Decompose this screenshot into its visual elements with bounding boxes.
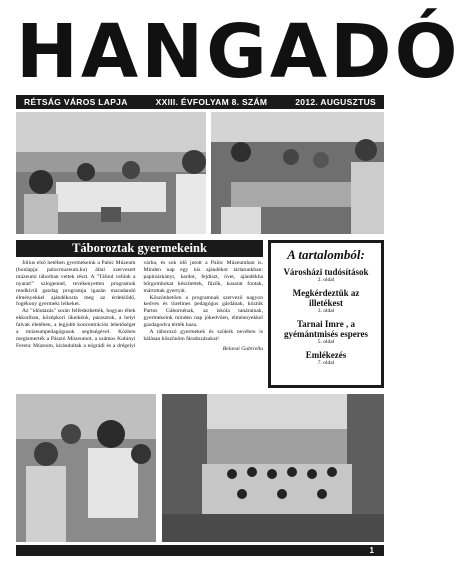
toc-item-page: 5. oldal	[317, 339, 335, 345]
toc-item-title: Tarnai Imre , a gyémántmisés esperes	[283, 319, 369, 339]
toc-item-title: Városházi tudósítások	[283, 267, 369, 277]
article-paragraph: Július első hetében gyermekeink a Palóc Múzeum (honlapja: palocmuzeum.hu) által szervezett múzeumi táborban vettek részt. A "Tálind velünk a nyarat!" szlogennel, tevékenyetten programok rendkívül gazdag programja igazán maradandó élményekkel ajándékozta meg az érdeklődő, fogékony gyermeki lelkeket.	[16, 260, 136, 308]
article-paragraph: Köszönhetően a programnak szervező nagyon kedves és türelmes pedagógus gárdának, köztük Partos Gábornénak, az iskola tanárainak, gyermekeink minden nap jókedvűen, élménnyekkel gazdagodva térték haza.	[143, 294, 263, 329]
article-paragraph: Az "időutazás" során felfedezhették, hogyan éltek ekkoriban, középkori ükeikénk, parasztok, a helyi falvak életében, a legjobb koncentrációs lehetőséget a múzeumpedagógusok segítségével. Közben megismerték a Pásztó Múzeumot, a számos Kubinyi Ferenc Múzeum, kirándultak a nógrádi és a drégelyi várba, és sok idő jutott a Palóc Múzeumban is. Minden nap egy kis ajándékot tárlatunkban: papírsárkányt, kardot, fejdíszt, övet, ajándékba bőrgombokat készítettek, fűzők, kosarat fontak, mártottak gyertyát.	[16, 260, 263, 349]
photo-children-group-closeup	[16, 394, 156, 542]
photo-children-crafts	[16, 112, 206, 234]
article-signature: Belavai Gabriella	[222, 345, 263, 352]
toc-item[interactable]	[275, 267, 377, 284]
publication-header	[16, 95, 384, 109]
toc-item[interactable]	[275, 350, 377, 367]
issue-date: 2012. AUGUSZTUS	[295, 97, 376, 107]
toc-item-page: 2. oldal	[317, 277, 335, 283]
toc-item-title: Emlékezés	[305, 350, 347, 360]
toc-item[interactable]	[275, 319, 377, 346]
article-body	[16, 260, 263, 390]
photo-children-castle	[162, 394, 384, 542]
toc-item[interactable]	[275, 288, 377, 315]
page-footer	[16, 545, 384, 556]
masthead-title: HANGADÓ	[16, 9, 460, 95]
article-paragraph: A táborozó gyermekek és szüleik nevében is hálásan köszönöm fáradozásukat!	[143, 329, 263, 342]
table-of-contents	[268, 240, 384, 388]
toc-item-title: Megkérdeztük az illetékest	[292, 288, 360, 308]
toc-item-page: 7. oldal	[317, 360, 335, 366]
toc-heading: A tartalomból:	[287, 247, 365, 262]
volume-issue: XXIII. ÉVFOLYAM 8. SZÁM	[155, 97, 268, 107]
page-number: 1	[369, 546, 374, 555]
article-title: Táboroztak gyermekeink	[16, 240, 263, 257]
toc-item-page: 3. oldal	[317, 308, 335, 314]
publication-name: RÉTSÁG VÁROS LAPJA	[24, 97, 128, 107]
photo-children-table	[211, 112, 384, 234]
